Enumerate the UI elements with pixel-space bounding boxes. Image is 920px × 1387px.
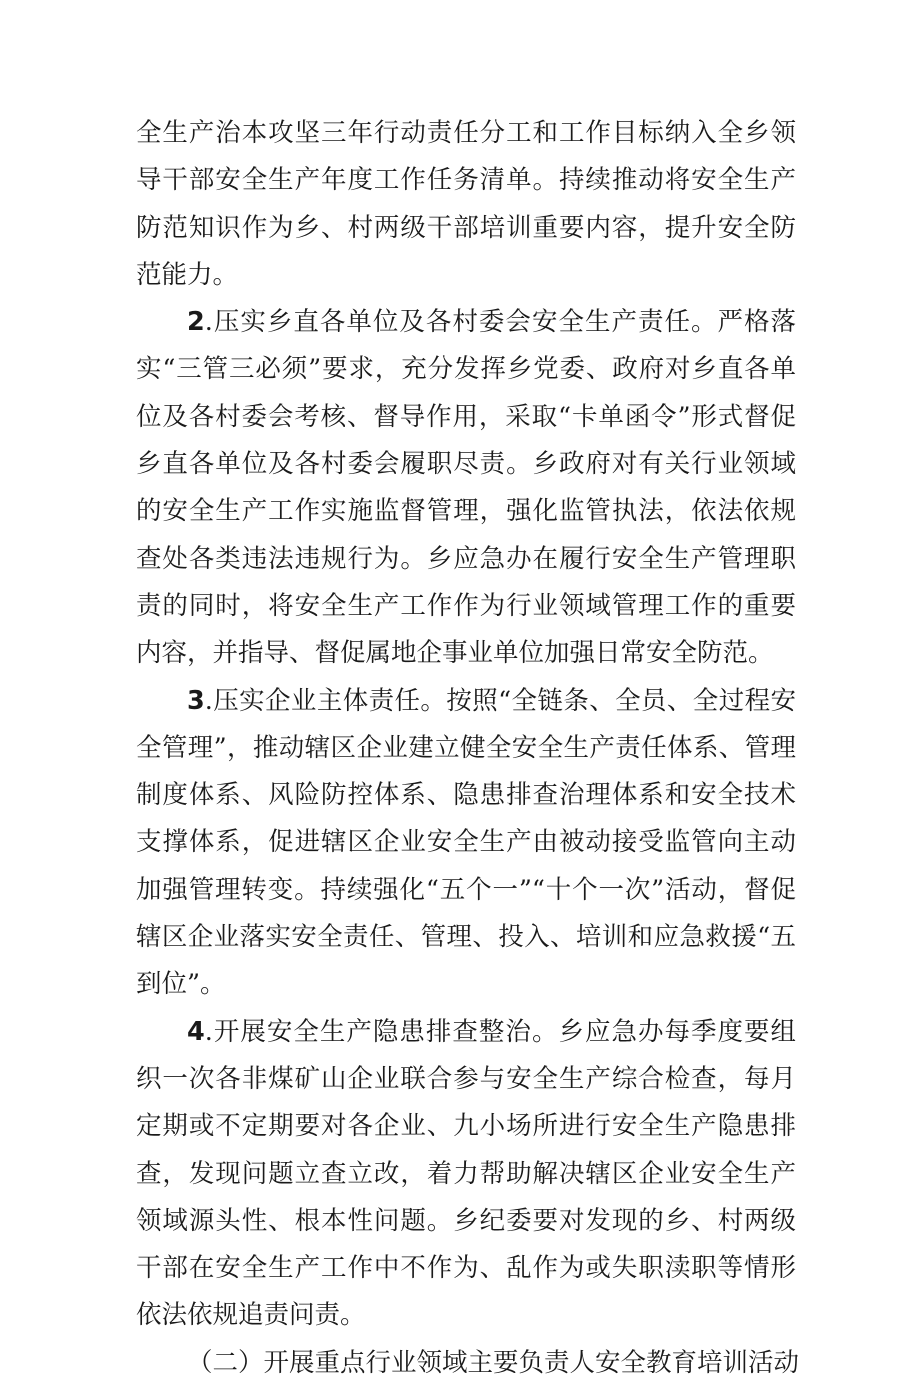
paragraph-number: 4: [187, 1016, 205, 1047]
paragraph-continuation: [136, 110, 796, 299]
paragraph-text: .压实企业主体责任。按照“全链条、全员、全过程安全管理”，推动辖区企业建立健全安全生产责任体系、管理制度体系、风险防控体系、隐患排查治理体系和安全技术支撑体系，促进辖区企业安全生产由被动接受监管向主动加强管理转变。持续强化“五个一”“十个一次”活动，督促辖区企业落实安全责任、管理、投入、培训和应急救援“五到位”。: [136, 685, 796, 1000]
document-body: [136, 110, 800, 1387]
paragraph-item-2: [136, 299, 796, 677]
paragraph-text: .压实乡直各单位及各村委会安全生产责任。严格落实“三管三必须”要求，充分发挥乡党委、政府对乡直各单位及各村委会考核、督导作用，采取“卡单函令”形式督促乡直各单位及各村委会履职尽责。乡政府对有关行业领域的安全生产工作实施监督管理，强化监管执法，依法依规查处各类违法违规行为。乡应急办在履行安全生产管理职责的同时，将安全生产工作作为行业领域管理工作的重要内容，并指导、督促属地企事业单位加强日常安全防范。: [136, 307, 796, 669]
paragraph-text: .开展安全生产隐患排查整治。乡应急办每季度要组织一次各非煤矿山企业联合参与安全生产综合检查，每月定期或不定期要对各企业、九小场所进行安全生产隐患排查，发现问题立查立改，着力帮助解决辖区企业安全生产领域源头性、根本性问题。乡纪委要对发现的乡、村两级干部在安全生产工作中不作为、乱作为或失职渎职等情形依法依规追责问责。: [136, 1016, 796, 1331]
paragraph-item-3: [136, 678, 796, 1009]
paragraph-item-4: [136, 1009, 796, 1340]
paragraph-number: 2: [187, 307, 205, 338]
section-heading: （二）开展重点行业领域主要负责人安全教育培训活动: [187, 1347, 800, 1378]
paragraph-number: 3: [187, 685, 205, 716]
paragraph-text: 全生产治本攻坚三年行动责任分工和工作目标纳入全乡领导干部安全生产年度工作任务清单。持续推动将安全生产防范知识作为乡、村两级干部培训重要内容，提升安全防范能力。: [136, 118, 796, 290]
